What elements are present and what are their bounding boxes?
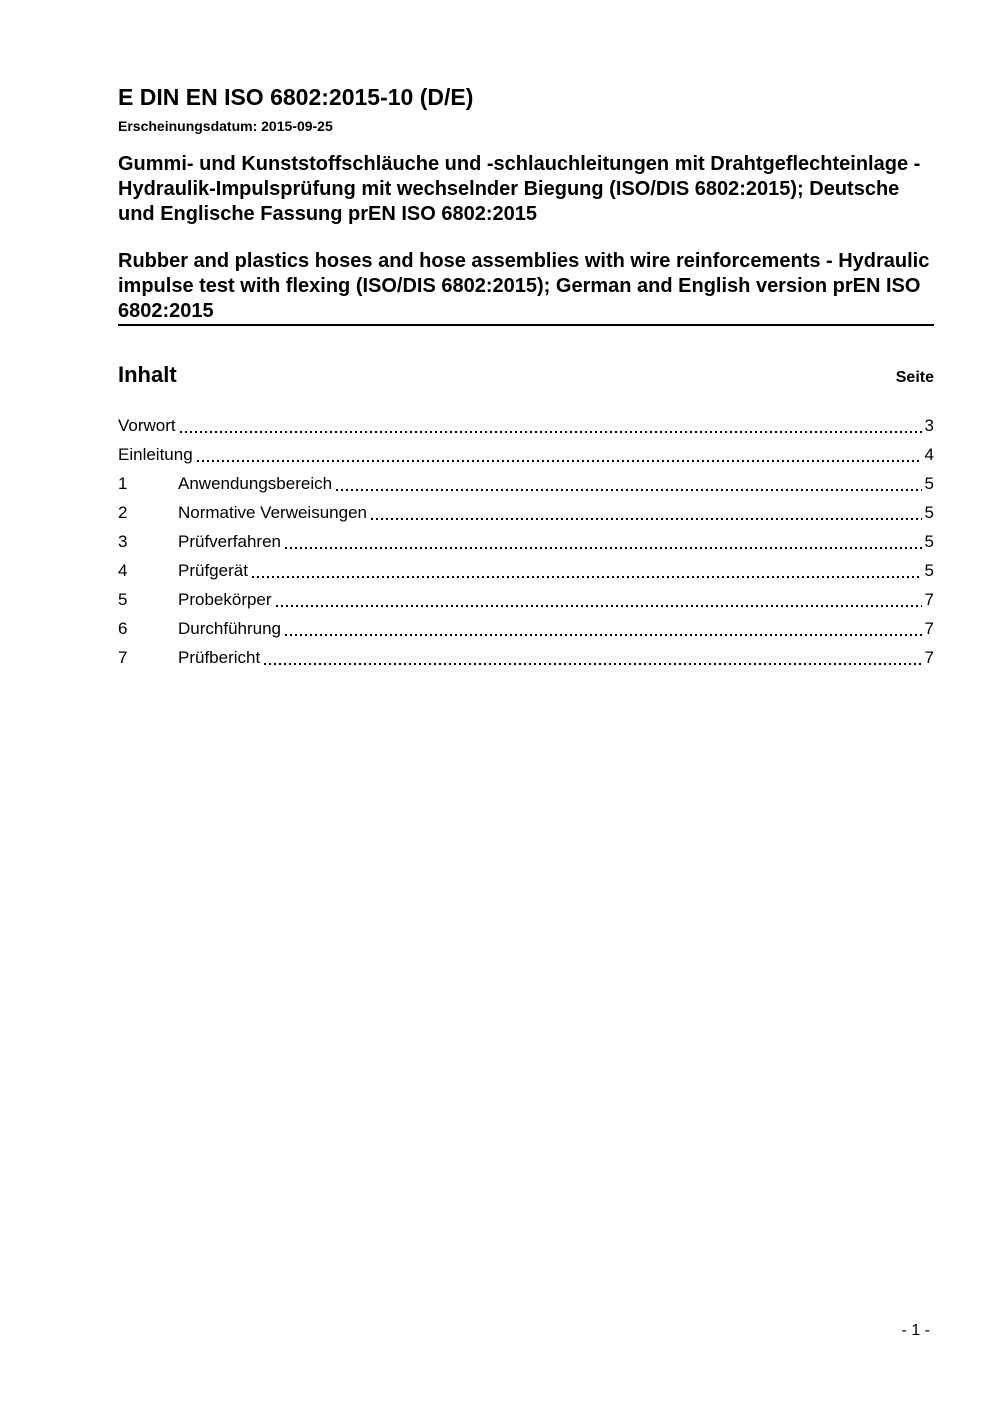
title-divider-rule (118, 324, 934, 326)
footer-page-number: - 1 - (901, 1322, 930, 1339)
toc-entry-page: 5 (924, 474, 934, 493)
toc-entry (118, 585, 934, 614)
publication-date: Erscheinungsdatum: 2015-09-25 (118, 118, 333, 134)
toc-header (118, 362, 934, 388)
toc-entry-title: Prüfverfahren (178, 532, 281, 551)
toc-entry-title: Probekörper (178, 590, 272, 609)
title-english: Rubber and plastics hoses and hose assemblies with wire reinforcements - Hydraulic impulse test with flexing (ISO/DIS 6802:2015); German and English version prEN ISO 6802:2015 (118, 250, 930, 322)
toc-list (118, 411, 934, 672)
toc-entry-page: 7 (924, 590, 934, 609)
toc-entry-page: 5 (924, 532, 934, 551)
toc-entry (118, 556, 934, 585)
toc-entry-title: Vorwort (118, 416, 176, 435)
toc-dotted-leader (252, 556, 922, 585)
page-content (118, 0, 934, 672)
toc-entry-title: Prüfgerät (178, 561, 248, 580)
toc-entry-title: Prüfbericht (178, 648, 261, 667)
toc-entry (118, 469, 934, 498)
toc-entry (118, 527, 934, 556)
toc-entry (118, 643, 934, 672)
toc-entry-number: 4 (118, 561, 128, 580)
toc-dotted-leader (276, 585, 922, 614)
toc-entry-number: 1 (118, 474, 128, 493)
toc-entry-title: Einleitung (118, 445, 193, 464)
toc-dotted-leader (285, 527, 922, 556)
toc-entry-number: 2 (118, 503, 128, 522)
toc-entry (118, 614, 934, 643)
toc-dotted-leader (336, 469, 922, 498)
toc-entry-page: 4 (924, 445, 934, 464)
toc-entry-number: 7 (118, 648, 128, 667)
toc-entry-page: 3 (924, 416, 934, 435)
toc-dotted-leader (371, 498, 922, 527)
toc-entry-number: 5 (118, 590, 128, 609)
toc-heading: Inhalt (118, 362, 177, 387)
toc-entry (118, 411, 934, 440)
toc-dotted-leader (285, 614, 922, 643)
title-german: Gummi- und Kunststoffschläuche und -schlauchleitungen mit Drahtgeflechteinlage - Hydraulik-Impulsprüfung mit wechselnder Biegung (ISO/DIS 6802:2015); Deutsche und Englische Fassung prEN ISO 6802:2015 (118, 153, 921, 225)
toc-entry-page: 5 (924, 503, 934, 522)
toc-entry-title: Durchführung (178, 619, 282, 638)
toc-dotted-leader (197, 440, 922, 469)
toc-page-column-label: Seite (895, 369, 934, 386)
toc-entry-title: Anwendungsbereich (178, 474, 333, 493)
document-title: E DIN EN ISO 6802:2015-10 (D/E) (118, 84, 474, 110)
toc-entry (118, 440, 934, 469)
toc-entry-title: Normative Verweisungen (178, 503, 367, 522)
toc-dotted-leader (264, 643, 922, 672)
toc-entry-number: 6 (118, 619, 128, 638)
toc-entry (118, 498, 934, 527)
toc-entry-page: 7 (924, 648, 934, 667)
toc-entry-page: 7 (924, 619, 934, 638)
toc-entry-page: 5 (924, 561, 934, 580)
toc-dotted-leader (180, 411, 922, 440)
toc-entry-number: 3 (118, 532, 128, 551)
